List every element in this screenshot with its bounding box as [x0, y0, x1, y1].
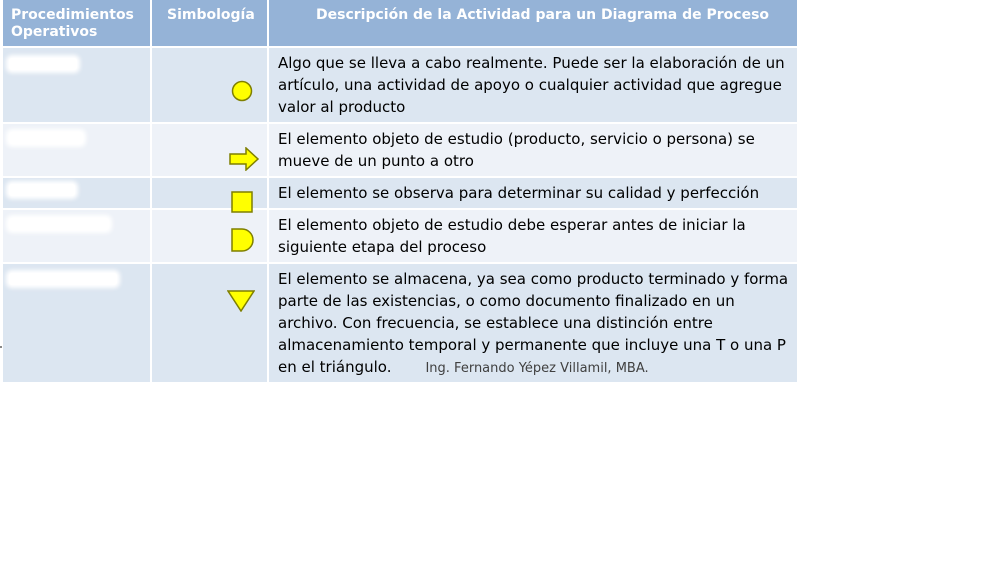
triangle-down-icon	[227, 290, 255, 312]
procedure-cell	[3, 210, 152, 262]
header-procedures: Procedimientos Operativos	[3, 0, 152, 46]
description-cell	[269, 264, 797, 382]
description-cell: El elemento objeto de estudio (producto, servicio o persona) se mueve de un punto a otro	[278, 130, 755, 170]
redacted-label	[9, 184, 75, 196]
description-cell: Algo que se lleva a cabo realmente. Puede ser la elaboración de un artículo, una actividad de apoyo o cualquier actividad que agregue valor al producto	[278, 54, 785, 116]
symbol-cell	[152, 178, 269, 208]
process-symbols-table	[3, 0, 797, 382]
symbol-cell	[152, 210, 269, 262]
arrow-right-icon	[229, 147, 259, 171]
procedure-cell	[3, 178, 152, 208]
table-row	[3, 264, 797, 382]
redacted-label	[9, 58, 77, 70]
d-shape-icon	[231, 228, 255, 252]
header-description: Descripción de la Actividad para un Diagrama de Proceso	[316, 7, 770, 23]
stray-mark	[0, 346, 2, 348]
table-header-row	[3, 0, 797, 48]
procedure-cell	[3, 124, 152, 176]
description-cell: El elemento se observa para determinar su calidad y perfección	[278, 184, 760, 202]
symbol-cell	[152, 48, 269, 122]
circle-icon	[231, 80, 253, 102]
procedure-cell	[3, 48, 152, 122]
author-credit: Ing. Fernando Yépez Villamil, MBA.	[425, 361, 649, 376]
description-text: El elemento se almacena, ya sea como producto terminado y forma parte de las existencias, o como documento finalizado en un archivo. Con frecuencia, se establece una distinción entre almacenamiento temporal y permanente que incluye una T o una P en el triángulo.	[278, 270, 789, 376]
procedure-cell	[3, 264, 152, 382]
table-row	[3, 210, 797, 264]
description-cell: El elemento objeto de estudio debe esperar antes de iniciar la siguiente etapa del proceso	[278, 216, 746, 256]
table-row	[3, 178, 797, 210]
redacted-label	[9, 273, 117, 285]
redacted-label	[9, 132, 83, 144]
table-row	[3, 48, 797, 124]
symbol-cell	[152, 124, 269, 176]
redacted-label	[9, 218, 109, 230]
symbol-cell	[152, 264, 269, 382]
header-symbology: Simbología	[152, 0, 269, 46]
table-row	[3, 124, 797, 178]
